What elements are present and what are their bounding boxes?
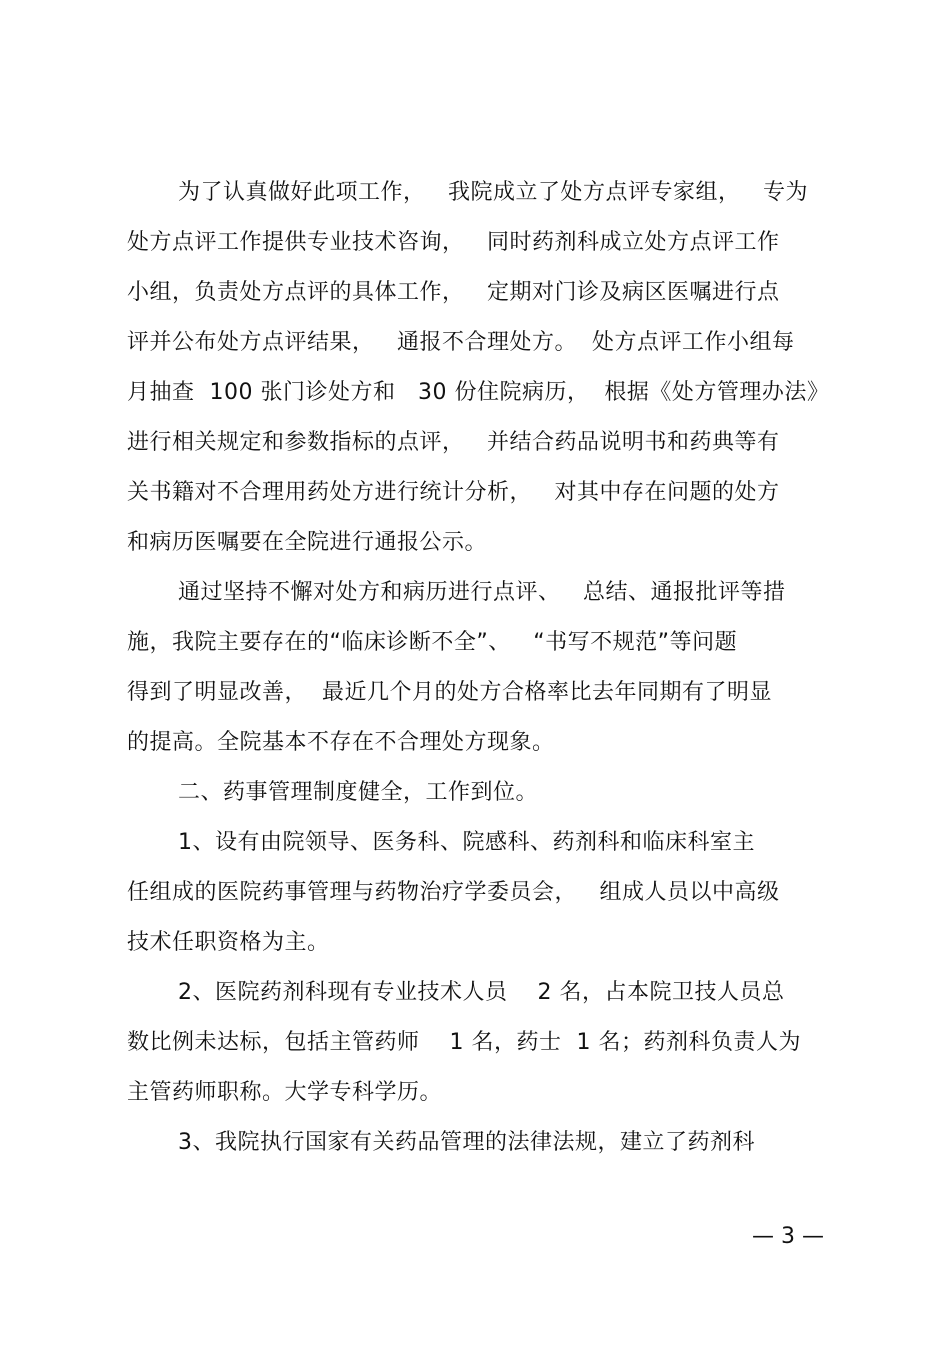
text-line: 2、医院药剂科现有专业技术人员 2 名，占本院卫技人员总 xyxy=(178,980,785,1005)
text-line: 得到了明显改善， 最近几个月的处方合格率比去年同期有了明显 xyxy=(127,680,772,705)
text-line: 1、设有由院领导、医务科、院感科、药剂科和临床科室主 xyxy=(178,830,755,855)
text-line: 3、我院执行国家有关药品管理的法律法规，建立了药剂科 xyxy=(178,1130,755,1155)
text-line: 的提高。全院基本不存在不合理处方现象。 xyxy=(127,730,555,755)
text-line: 评并公布处方点评结果， 通报不合理处方。 处方点评工作小组每 xyxy=(127,330,795,355)
text-line: 进行相关规定和参数指标的点评， 并结合药品说明书和药典等有 xyxy=(127,430,780,455)
text-line: 小组，负责处方点评的具体工作， 定期对门诊及病区医嘱进行点 xyxy=(127,280,780,305)
text-line: 月抽查 100 张门诊处方和 30 份住院病历， 根据《处方管理办法》 xyxy=(127,380,830,405)
text-line: 施，我院主要存在的“临床诊断不全”、 “书写不规范”等问题 xyxy=(127,630,738,655)
text-line: 任组成的医院药事管理与药物治疗学委员会， 组成人员以中高级 xyxy=(127,880,780,905)
section-heading: 二、药事管理制度健全，工作到位。 xyxy=(178,780,539,805)
text-line: 处方点评工作提供专业技术咨询， 同时药剂科成立处方点评工作 xyxy=(127,230,780,255)
text-line: 和病历医嘱要在全院进行通报公示。 xyxy=(127,530,488,555)
text-line: 主管药师职称。大学专科学历。 xyxy=(127,1080,443,1105)
text-line: 为了认真做好此项工作， 我院成立了处方点评专家组， 专为 xyxy=(178,180,808,205)
page-number: — 3 — xyxy=(752,1224,824,1249)
text-line: 数比例未达标，包括主管药师 1 名，药士 1 名；药剂科负责人为 xyxy=(127,1030,801,1055)
text-line: 关书籍对不合理用药处方进行统计分析， 对其中存在问题的处方 xyxy=(127,480,780,505)
text-line: 技术任职资格为主。 xyxy=(127,930,330,955)
text-line: 通过坚持不懈对处方和病历进行点评、 总结、通报批评等措 xyxy=(178,580,786,605)
